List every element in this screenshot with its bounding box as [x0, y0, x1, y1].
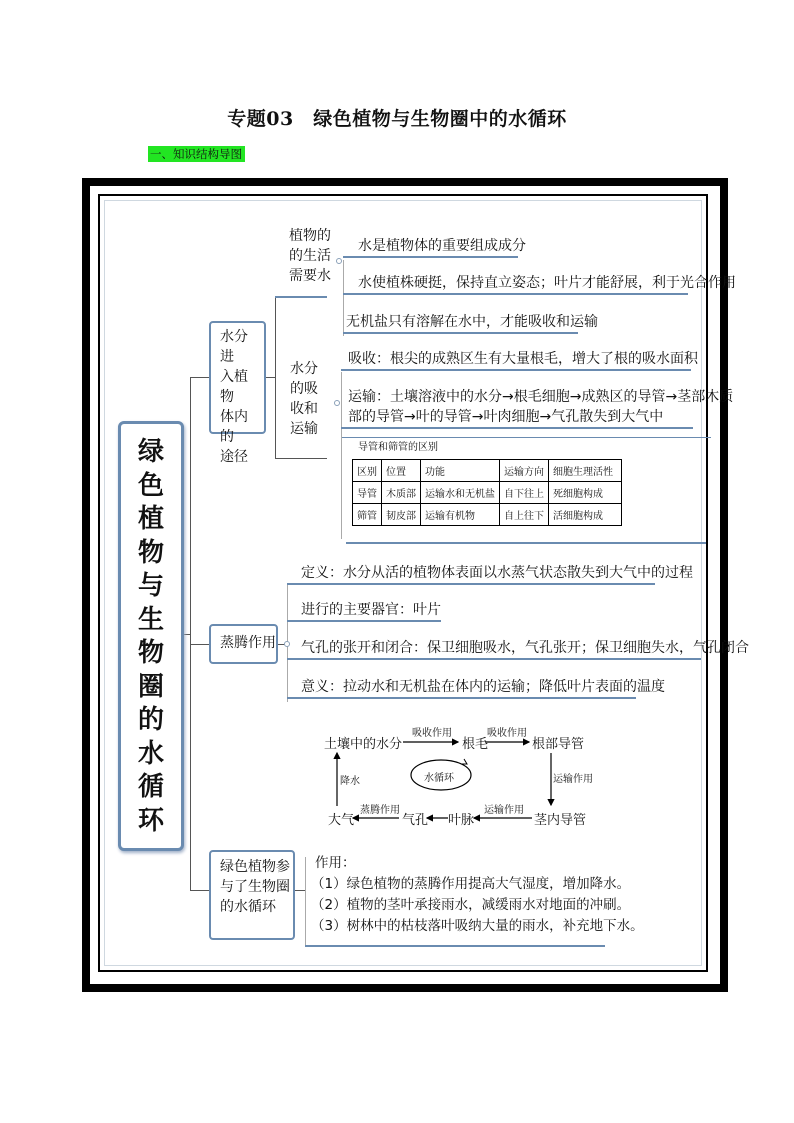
table-cell: 运输方向 — [500, 460, 549, 482]
cat2-item-organ: 进行的主要器官：叶片 — [287, 600, 441, 622]
table-cell: 筛管 — [353, 504, 382, 526]
table-cell: 运输有机物 — [421, 504, 500, 526]
cat3-label-line: 绿色植物参 — [220, 859, 290, 875]
central-char: 水 — [137, 738, 164, 769]
cycle-node-leaf-vein: 叶脉 — [448, 813, 475, 828]
table-cell: 死细胞构成 — [549, 482, 622, 504]
table-cell: 运输水和无机盐 — [421, 482, 500, 504]
collapse-dot — [334, 400, 340, 406]
cat2-item-stoma: 气孔的张开和闭合：保卫细胞吸水，气孔张开；保卫细胞失水，气孔闭合 — [287, 638, 701, 660]
absorb-label-underline — [275, 458, 327, 459]
cat3-connector — [190, 890, 210, 891]
cat2-connector — [190, 644, 210, 645]
cat2-item-definition: 定义：水分从活的植物体表面以水蒸气状态散失到大气中的过程 — [287, 563, 655, 585]
absorb-label-line: 收和 — [290, 401, 318, 417]
table-connector — [341, 437, 342, 539]
collapse-dot — [336, 258, 342, 264]
absorb-label-line: 运输 — [290, 421, 318, 437]
cycle-circle-arrow — [461, 759, 467, 764]
table-row — [353, 482, 622, 504]
need-label — [289, 226, 331, 286]
table-cell: 木质部 — [382, 482, 421, 504]
central-char: 植 — [137, 504, 164, 534]
cycle-node-root-vessel: 根部导管 — [532, 737, 585, 752]
transport-line: 部的导管→叶的导管→叶肉细胞→气孔散失到大气中 — [348, 409, 664, 425]
need-item-2: 水使植株硬挺，保持直立姿态；叶片才能舒展，利于光合作用 — [343, 273, 688, 295]
need-label-line: 的生活 — [289, 248, 331, 264]
table-cell: 导管 — [353, 482, 382, 504]
central-char: 物 — [137, 638, 164, 668]
cat3-box — [209, 850, 295, 940]
page-title: 专题03 绿色植物与生物圈中的水循环 — [227, 108, 567, 130]
central-char: 物 — [137, 537, 164, 568]
cycle-arrow-label: 运输作用 — [553, 774, 593, 785]
cat3-sub-connector — [295, 890, 305, 891]
cat1-box — [209, 321, 266, 465]
table-divider — [341, 437, 711, 438]
central-char: 循 — [137, 772, 164, 802]
cycle-node-stoma: 气孔 — [402, 813, 429, 828]
cycle-arrows — [300, 720, 620, 830]
need-label-line: 植物的 — [289, 228, 331, 244]
cat3-item: （2）植物的茎叶承接雨水，减缓雨水对地面的冲刷。 — [311, 897, 631, 913]
section-heading: 一、知识结构导图 — [148, 146, 245, 162]
cat2-label: 蒸腾作用 — [220, 635, 276, 651]
absorb-item: 吸收：根尖的成熟区生有大量根毛，增大了根的吸水面积 — [341, 349, 691, 371]
cat3-item: （1）绿色植物的蒸腾作用提高大气湿度，增加降水。 — [311, 876, 631, 892]
need-label-underline — [275, 296, 327, 298]
center-connector — [184, 634, 191, 635]
table-cell: 活细胞构成 — [549, 504, 622, 526]
table-cell: 细胞生理活性 — [549, 460, 622, 482]
table-cell: 韧皮部 — [382, 504, 421, 526]
cat1-connector — [190, 377, 210, 378]
central-char: 绿 — [137, 437, 164, 467]
cat3-item: （3）树林中的枯枝落叶吸纳大量的雨水，补充地下水。 — [311, 918, 644, 934]
comparison-table — [352, 459, 622, 526]
cycle-arrow-label: 运输作用 — [484, 805, 524, 816]
cycle-arrow-label: 吸收作用 — [412, 728, 452, 739]
cat1-label-line: 途径 — [220, 449, 248, 465]
cat1-sub-connector — [266, 377, 275, 378]
cycle-node-root-hair: 根毛 — [462, 737, 489, 752]
cat3-heading: 作用： — [315, 855, 356, 871]
cat1-label-line: 体内的 — [220, 409, 248, 445]
need-item-3: 无机盐只有溶解在水中，才能吸收和运输 — [343, 312, 578, 334]
transport-line: 运输：土壤溶液中的水分→根毛细胞→成熟区的导管→茎部木质 — [348, 389, 734, 405]
central-char: 的 — [137, 705, 164, 735]
central-topic-text — [118, 436, 184, 838]
need-item-1: 水是植物体的重要组成成分 — [343, 236, 518, 258]
table-cell: 区别 — [353, 460, 382, 482]
absorb-label-line: 水分 — [290, 361, 318, 377]
cat2-box — [209, 624, 278, 664]
cycle-arrow-label: 吸收作用 — [487, 728, 527, 739]
cat1-sub-vertical — [275, 296, 276, 458]
cycle-node-stem-vessel: 茎内导管 — [534, 813, 587, 828]
table-cell: 自下往上 — [500, 482, 549, 504]
cat3-label-line: 与了生物圈 — [220, 879, 290, 895]
central-char: 圈 — [137, 671, 164, 702]
table-cell: 功能 — [421, 460, 500, 482]
transport-item — [341, 387, 734, 429]
need-label-line: 需要水 — [289, 268, 331, 284]
cat1-label-line: 水分进 — [220, 329, 248, 365]
table-row — [353, 504, 622, 526]
table-cell: 位置 — [382, 460, 421, 482]
central-char: 色 — [137, 470, 164, 501]
absorb-label-line: 的吸 — [290, 381, 318, 397]
cat3-label-line: 的水循环 — [220, 899, 276, 915]
cycle-node-soil: 土壤中的水分 — [324, 737, 403, 752]
cycle-arrow-label: 降水 — [340, 776, 360, 787]
central-char: 环 — [137, 805, 164, 836]
table-row — [353, 460, 622, 482]
cycle-node-atmosphere: 大气 — [328, 813, 355, 828]
central-char: 与 — [137, 571, 164, 601]
central-char: 生 — [137, 604, 164, 635]
table-cell: 自上往下 — [500, 504, 549, 526]
cat1-label-line: 入植物 — [220, 369, 248, 405]
cat2-item-significance: 意义：拉动水和无机盐在体内的运输；降低叶片表面的温度 — [287, 677, 636, 699]
table-container — [346, 440, 706, 544]
cat3-content — [305, 853, 644, 947]
cycle-arrow-label: 蒸腾作用 — [360, 805, 400, 816]
absorb-label — [290, 359, 318, 439]
cycle-center-label: 水循环 — [424, 773, 454, 784]
table-title: 导管和筛管的区别 — [358, 442, 438, 453]
